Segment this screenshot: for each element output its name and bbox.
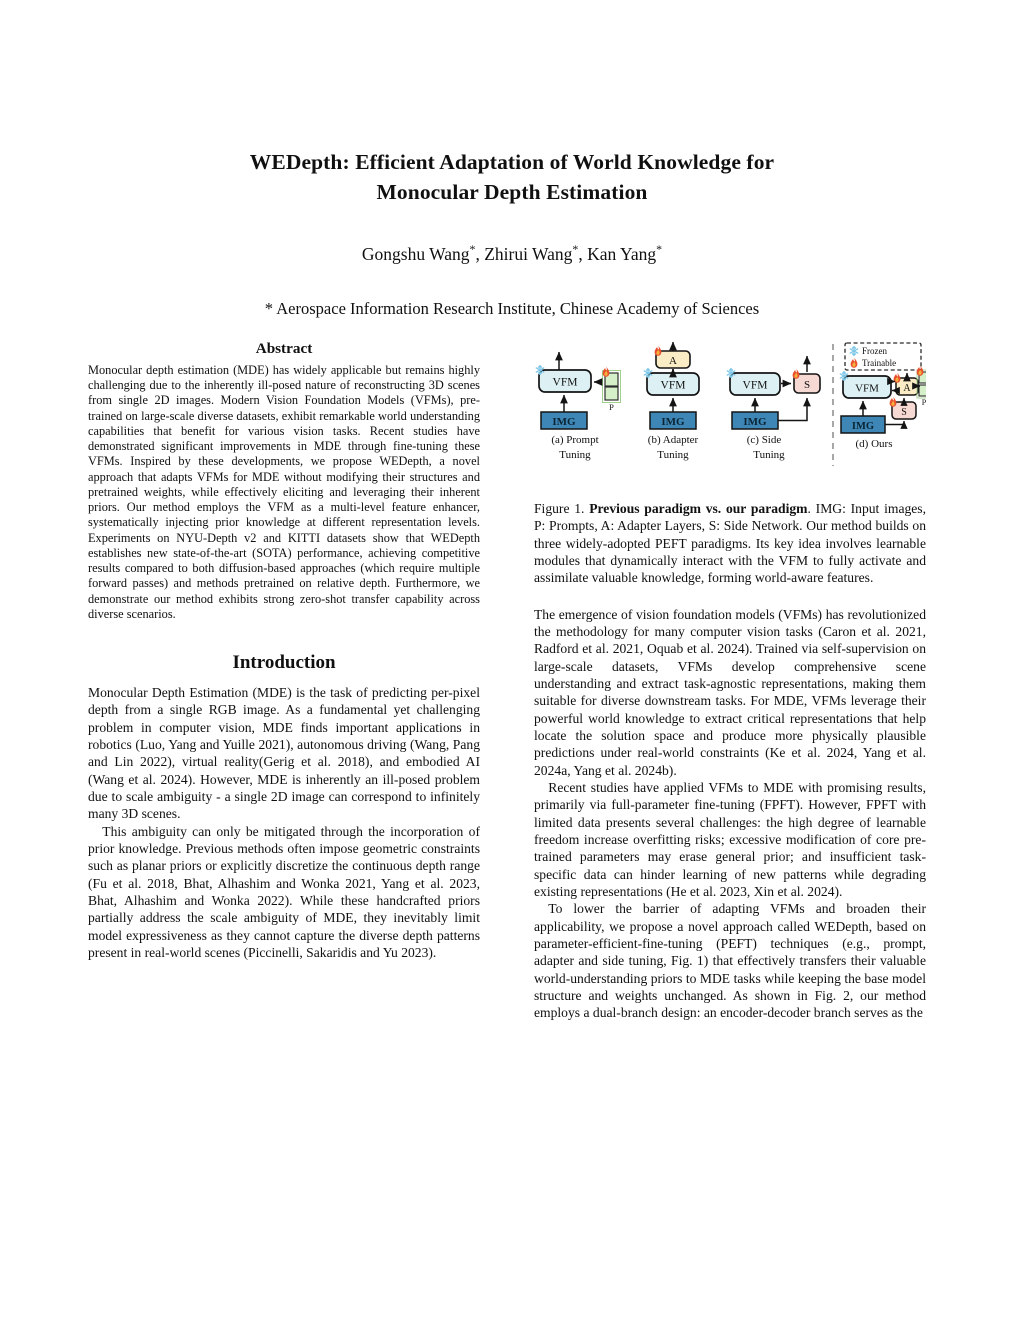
right-paragraph-1: The emergence of vision foundation models (VFMs) has revolutionized the methodology for many computer vision tasks (Caron et al. 2021, Radford et al. 2021, Oquab et al. 2024). Trained via self-supervision on large-scale datasets, VFMs develop comprehensive scene understanding and extract task-agnostic representations, making them suitable for diverse downstream tasks. For MDE, VFMs leverage their powerful world knowledge to extract critical representations that help locate the solution space and produce more physically plausible predictions under real-world constraints (Ke et al. 2024, Yang et al. 2024a, Yang et al. 2024b). [534,606,926,778]
img-label-d: IMG [851,421,875,432]
vfm-label-d: VFM [855,382,879,395]
side-label-c: S [803,379,811,391]
author-2-star: * [572,242,579,257]
paper-header [0,148,1024,320]
abstract-heading: Abstract [255,340,313,357]
legend-trainable-label: Trainable [862,358,897,368]
author-1-star: * [469,242,476,257]
panel-b-label-1: (b) Adapter [647,434,699,446]
figure-caption-prefix: Figure 1. [534,501,590,516]
panel-c-label-1: (c) Side [746,434,782,446]
figure-1-diagram [534,340,926,488]
figure-1-caption [534,500,926,587]
vfm-label-a: VFM [552,376,578,389]
panel-d-label-1: (d) Ours [855,438,893,450]
left-column [88,340,480,961]
abstract-text: Monocular depth estimation (MDE) has widely applicable but remains highly challenging due to the inherently ill-posed nature of reconstructing 3D scenes from single 2D images. Modern Vision Foundation Models (VFMs), pre-trained on large-scale diverse datasets, exhibit remarkable world understanding capabilities that benefit for various vision tasks. Recent studies have demonstrated significant improvements in MDE through fine-tuning these VFMs. Inspired by these developments, we propose WEDepth, a novel approach that adapts VFMs for MDE without modifying their structures and pretrained weights, while effectively eliciting and leveraging their inherent priors. Our method employs the VFM as a multi-level feature enhancer, systematically injecting prior knowledge at different representation levels. Experiments on NYU-Depth v2 and KITTI datasets show that WEDepth establishes new state-of-the-art (SOTA) performance, achieving competitive results compared to both diffusion-based approaches (which require multiple forward passes) and methods pretrained on relative depth. Furthermore, we demonstrate our method exhibits strong zero-shot transfer capability across diverse scenarios. [88,363,480,621]
introduction-heading: Introduction [232,651,336,673]
legend-frozen-label: Frozen [862,346,887,356]
author-list [0,242,1024,267]
figure-panel-c [727,356,820,461]
intro-paragraph-1: Monocular Depth Estimation (MDE) is the task of predicting per-pixel depth from a single RGB image. As a fundamental yet challenging problem in computer vision, MDE finds important applications in robotics (Luo, Yang and Yuille 2021), autonomous driving (Wang, Pang and Lin 2022), virtual reality(Gerig et al. 2018), and embodied AI (Wang et al. 2024). However, MDE is inherently an ill-posed problem due to scale ambiguity - a single 2D image can correspond to infinitely many 3D scenes. [88,684,480,822]
right-column [534,340,926,1022]
author-3-star: * [656,242,663,257]
img-label-c: IMG [743,416,767,428]
figure-panel-d [840,343,926,450]
panel-c-label-2: Tuning [753,449,785,461]
figure-1 [534,340,926,488]
adapter-label-b: A [669,355,677,367]
figure-panel-b [644,342,699,461]
page-title [0,148,1024,207]
title-line-2: Monocular Depth Estimation [376,179,648,204]
panel-b-label-2: Tuning [657,449,689,461]
figure-caption-rest: . IMG: Input images, P: Prompts, A: Adapter Layers, S: Side Network. Our method builds on three widely-adopted PEFT paradigms. Its key idea involves learnable modules that dynamically interact with the VFM to fully activate and assimilate valuable knowledge, forming world-aware features. [534,501,926,586]
right-paragraph-3: To lower the barrier of adapting VFMs and broaden their applicability, we propose a novel approach called WEDepth, based on parameter-efficient-fine-tuning (PEFT) techniques (e.g., prompt, adapter and side tuning, Fig. 1) that effectively transfers their valuable world-understanding priors to MDE tasks while keeping the base model structure and weights unchanged. As shown in Fig. 2, our method employs a dual-branch design: an encoder-decoder branch serves as the [534,901,926,1021]
vfm-label-b: VFM [660,379,686,392]
side-label-d: S [901,407,907,418]
panel-a-label-1: (a) Prompt [551,434,599,446]
affiliation: * Aerospace Information Research Institute, Chinese Academy of Sciences [264,298,760,318]
img-label-b: IMG [661,416,685,428]
intro-paragraph-2: This ambiguity can only be mitigated through the incorporation of prior knowledge. Previous methods often impose geometric constraints such as planar priors or explicitly discretize the continuous depth range (Fu et al. 2018, Bhat, Alhashim and Wonka 2021, Yang et al. 2023, Bhat, Alhashim and Wonka 2022). While these handcrafted priors partially address the scale ambiguity of MDE, they inevitably limit model expressiveness as they cannot capture the diverse depth patterns present in real-world scenes (Piccinelli, Sakaridis and Yu 2023). [88,823,480,960]
author-1: Gongshu Wang [361,244,470,265]
img-label-a: IMG [552,416,576,428]
author-3: , Kan Yang [578,244,657,265]
prompt-label-a: P [609,402,614,412]
vfm-label-c: VFM [742,379,768,392]
author-2: , Zhirui Wang [475,244,573,265]
title-line-1: WEDepth: Efficient Adaptation of World Knowledge for [249,150,775,174]
figure-panel-a [536,352,620,461]
right-paragraph-2: Recent studies have applied VFMs to MDE with promising results, primarily via full-parameter fine-tuning (FPFT). However, FPFT with limited data presents several challenges: the high degree of learnable freedom increase overfitting risks; excessive modification of core pre-trained parameters may erase general prior; and insufficient task-specific data can hinder learning of new patterns while degrading existing representations (He et al. 2023, Xin et al. 2024). [534,779,926,899]
figure-caption-bold: Previous paradigm vs. our paradigm [589,501,808,516]
adapter-label-d: A [903,383,911,394]
panel-a-label-2: Tuning [559,449,591,461]
prompt-label-d: P [921,398,926,407]
